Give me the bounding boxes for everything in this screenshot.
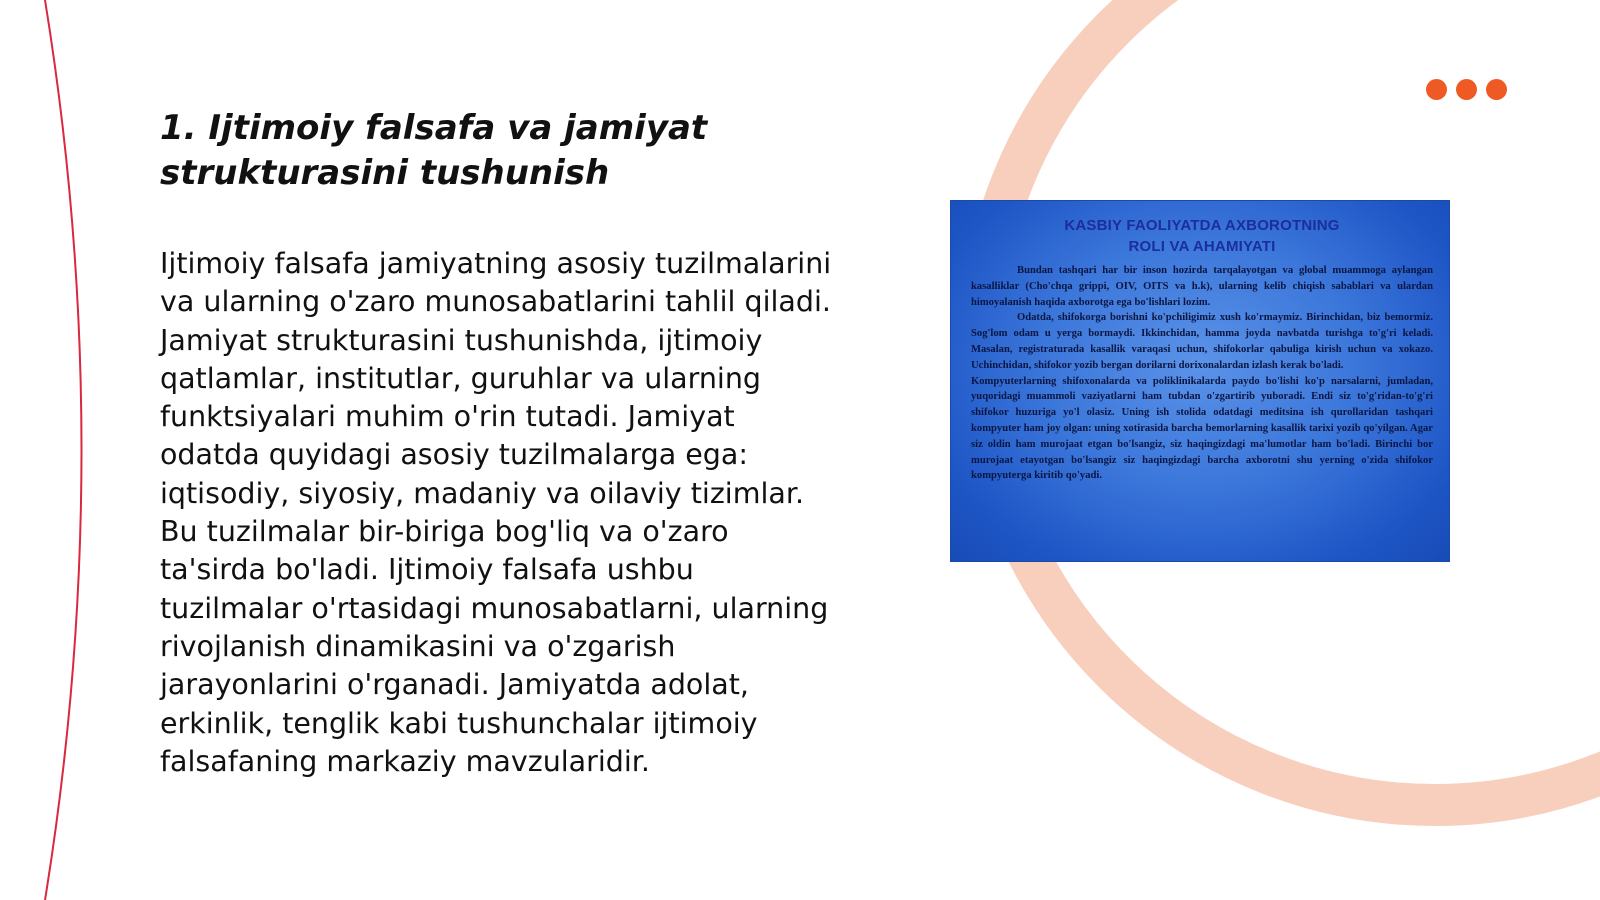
document-title-line-1: KASBIY FAOLIYATDA AXBOROTNING xyxy=(1064,217,1340,234)
dot-2 xyxy=(1456,79,1477,100)
slide-body-text: Ijtimoiy falsafa jamiyatning asosiy tuzilmalarini va ularning o'zaro munosabatlarini tahlil qiladi. Jamiyat strukturasini tushunishda, ijtimoiy qatlamlar, institutlar, guruhlar va ularning funktsiyalari muhim o'rin tutadi. Jamiyat odatda quyidagi asosiy tuzilmalarga ega: iqtisodiy, siyosiy, madaniy va oilaviy tizimlar. Bu tuzilmalar bir-biriga bog'liq va o'zaro ta'sirda bo'ladi. Ijtimoiy falsafa ushbu tuzilmalar o'rtasidagi munosabatlarni, ularning rivojlanish dinamikasini va o'zgarish jarayonlarini o'rganadi. Jamiyatda adolat, erkinlik, tenglik kabi tushunchalar ijtimoiy falsafaning markaziy mavzularidir. xyxy=(160,247,832,778)
three-dots-icon xyxy=(1426,79,1510,101)
slide-title: 1. Ijtimoiy falsafa va jamiyat strukturasini tushunish xyxy=(160,108,708,193)
document-paragraph-1: Bundan tashqari har bir inson hozirda tarqalayotgan va global muammoga aylangan kasalliklar (Cho'chqa grippi, OIV, OITS va h.k), ularning kelib chiqish sabablari va ulardan himoyalanish haqida axborotga ega bo'lishlari lozim. xyxy=(971,265,1433,308)
document-image xyxy=(950,200,1450,562)
document-paragraph-2: Odatda, shifokorga borishni ko'pchiligimiz xush ko'rmaymiz. Birinchidan, biz bemormiz. Sog'lom odam u yerga bormaydi. Ikkinchidan, hamma joyda navbatda turishga to'g'ri keladi. Masalan, registraturada kasallik varaqasi uchun, shifokorlar qabuliga kirish uchun va xokazo. Uchinchidan, shifokor yozib bergan dorilarni dorixonalardan izlash kerak bo'ladi. xyxy=(971,312,1433,371)
document-title xyxy=(971,215,1433,257)
dot-1 xyxy=(1426,79,1447,100)
left-red-curve xyxy=(45,0,82,900)
dot-3 xyxy=(1486,79,1507,100)
document-title-line-2: ROLI VA AHAMIYATI xyxy=(1128,238,1276,255)
document-paragraph-3: Kompyuterlarning shifoxonalarda va poliklinikalarda paydo bo'lishi ko'p narsalarni, jumladan, yuqoridagi muammoli vaziyatlarni ham tubdan o'zgartirib yuboradi. Endi siz to'g'ridan-to'g'ri shifokor huzuriga yo'l olasiz. Uning ish stolida odatdagi meditsina ish qurollaridan tashqari kompyuter ham joy olgan: uning xotirasida barcha bemorlarning kasallik tarixi yozib qo'yilgan. Agar siz oldin ham murojaat etgan bo'lsangiz, siz haqingizdagi ma'lumotlar ham bo'ladi. Birinchi bor murojaat etayotgan bo'lsangiz siz haqingizdagi barcha axborotni shu yerning o'zida shifokor kompyuterga kiritib qo'yadi. xyxy=(971,375,1433,482)
